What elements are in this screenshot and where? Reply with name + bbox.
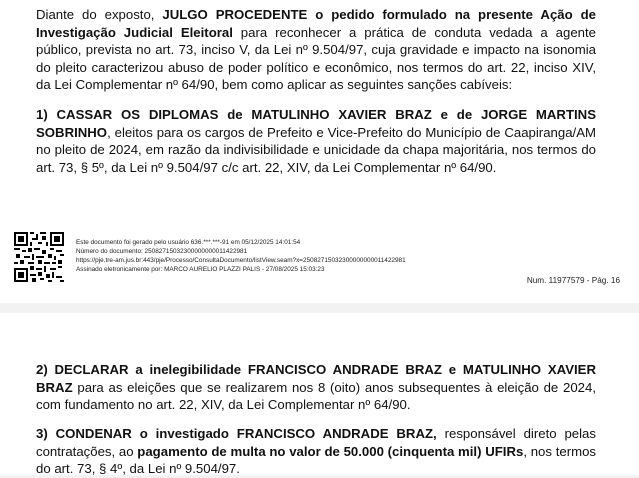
sanction-1-bold-text: 1) CASSAR OS DIPLOMAS de MATULINHO XAVIER BRAZ e de JORGE MARTINS SOBRINHO (36, 107, 596, 140)
sanction-2-paragraph (36, 361, 596, 414)
footer-document-url[interactable]: https://pje.tre-am.jus.br:443/pje/Processo/ConsultaDocumento/listView.seam?x=25082715032300000000011422981 (76, 257, 406, 264)
qr-code-icon[interactable] (14, 232, 64, 282)
document-page-17 (0, 313, 639, 475)
page-number: Num. 11977579 - Pág. 16 (526, 276, 620, 285)
text-run: Diante do exposto, (36, 7, 163, 22)
text-run: para as eleições que se realizarem nos 8 (oito) anos subsequentes à eleição de 2024, com fundamento no art. 22, XIV, da Lei Complementar nº 64/90. (36, 379, 596, 412)
verdict-bold-text: JULGO PROCEDENTE o pedido formulado na presente Ação de Investigação Judicial Eleitoral (36, 7, 596, 40)
footer-metadata (76, 238, 406, 274)
footer-signature: Assinado eletronicamente por: MARCO AURELIO PLAZZI PALIS - 27/08/2025 15:03:23 (76, 266, 325, 273)
footer-document-number: Número do documento: 25082715032300000000011422981 (76, 248, 248, 255)
text-run: , nos termos do art. 73, § 4º, da Lei nº 9.504/97. (36, 443, 596, 476)
footer-generated-by: Este documento foi gerado pelo usuário 636.***.***-91 em 05/12/2025 14:01:54 (76, 239, 301, 246)
sanction-1-paragraph (36, 106, 596, 176)
sanction-2-bold-text: 2) DECLARAR a inelegibilidade FRANCISCO ANDRADE BRAZ e MATULINHO XAVIER BRAZ (36, 362, 596, 395)
conclusion-paragraph (36, 6, 596, 94)
document-footer (14, 230, 634, 286)
sanction-3-bold-text: 3) CONDENAR o investigado FRANCISCO ANDRADE BRAZ, (36, 426, 437, 441)
sanction-3-paragraph (36, 425, 596, 478)
text-run: para reconhecer a prática de conduta vedada a agente público, prevista no art. 73, inciso V, da Lei nº 9.504/97, cuja gravidade e impacto na isonomia do pleito caracterizou abuso de poder político e econômico, nos termos do art. 22, inciso XIV, da Lei Complementar nº 64/90, bem como aplicar as seguintes sanções cabíveis: (36, 24, 596, 92)
text-run: , eleitos para os cargos de Prefeito e Vice-Prefeito do Município de Caapiranga/AM no pleito de 2024, em razão da indivisibilidade e unicidade da chapa majoritária, nos termos do art. 73, § 5º, da Lei nº 9.504/97 c/c art. 22, XIV, da Lei Complementar nº 64/90. (36, 124, 596, 175)
fine-amount-bold-text: pagamento de multa no valor de 50.000 (cinquenta mil) UFIRs (137, 443, 524, 459)
text-run: responsável direto pelas contratações, ao (36, 426, 596, 459)
